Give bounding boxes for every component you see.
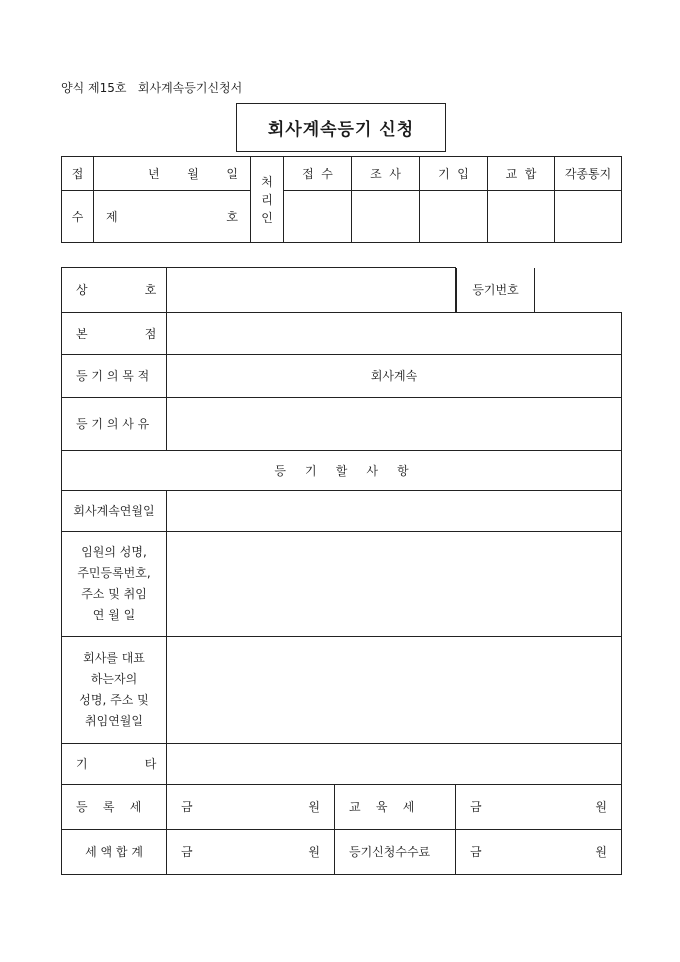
reception-number-cell[interactable]: [94, 191, 251, 243]
officers-field[interactable]: [167, 531, 622, 636]
amount-suffix: 원: [595, 845, 608, 859]
total-tax-field[interactable]: [167, 829, 335, 874]
amount-prefix: 금: [181, 845, 193, 859]
amount-prefix: 금: [470, 845, 482, 859]
purpose-label: 등 기 의 목 적: [62, 354, 167, 397]
trade-name-field[interactable]: [167, 268, 456, 313]
reg-number-field[interactable]: [535, 268, 622, 312]
form-number-label: 양식 제15호 회사계속등기신청서: [61, 81, 243, 95]
trade-name-label: 상 호: [62, 268, 167, 313]
representative-field[interactable]: [167, 636, 622, 743]
col-entry: 기 입: [420, 157, 488, 191]
head-office-field[interactable]: [167, 312, 622, 354]
education-tax-field[interactable]: [456, 784, 622, 829]
reason-label: 등 기 의 사 유: [62, 397, 167, 450]
continuation-date-label: 회사계속연월일: [62, 490, 167, 531]
day-label: 일: [226, 167, 238, 181]
reception-table: [61, 156, 622, 243]
col-reception: 접 수: [284, 157, 352, 191]
amount-suffix: 원: [308, 800, 320, 814]
col-collation: 교 합: [488, 157, 555, 191]
amount-prefix: 금: [470, 800, 482, 814]
head-office-label: 본 점: [62, 312, 167, 354]
education-tax-label: 교 육 세: [335, 784, 456, 829]
stamp-investigation[interactable]: [352, 191, 420, 243]
col-investigation: 조 사: [352, 157, 420, 191]
stamp-entry[interactable]: [420, 191, 488, 243]
registration-table: [61, 267, 622, 875]
reg-number-group: [456, 268, 622, 313]
number-suffix: 호: [226, 210, 238, 224]
process-label: [251, 157, 284, 243]
items-header: 등 기 할 사 항: [62, 450, 622, 490]
continuation-date-field[interactable]: [167, 490, 622, 531]
fee-label: 등기신청수수료: [335, 829, 456, 874]
fee-field[interactable]: [456, 829, 622, 874]
stamp-reception[interactable]: [284, 191, 352, 243]
year-label: 년: [148, 167, 160, 181]
reason-field[interactable]: [167, 397, 622, 450]
stamp-notices[interactable]: [555, 191, 622, 243]
officers-label: 임원의 성명, 주민등록번호, 주소 및 취임 연 월 일: [62, 531, 167, 636]
number-prefix: 제: [106, 210, 118, 224]
process-char-1: 처: [261, 174, 273, 189]
amount-suffix: 원: [595, 800, 608, 814]
registration-tax-label: 등 록 세: [62, 784, 167, 829]
representative-label: 회사를 대표 하는자의 성명, 주소 및 취임연월일: [62, 636, 167, 743]
reg-number-label: 등기번호: [457, 268, 535, 312]
purpose-value[interactable]: 회사계속: [167, 354, 622, 397]
registration-tax-field[interactable]: [167, 784, 335, 829]
stamp-collation[interactable]: [488, 191, 555, 243]
process-char-2: 리: [261, 192, 273, 207]
amount-suffix: 원: [308, 845, 320, 859]
other-field[interactable]: [167, 743, 622, 784]
form-title: 회사계속등기 신청: [236, 103, 446, 152]
reception-label-bottom: 수: [62, 191, 94, 243]
month-label: 월: [187, 167, 199, 181]
amount-prefix: 금: [181, 800, 193, 814]
col-notices: 각종통지: [555, 157, 622, 191]
reception-label-top: 접: [62, 157, 94, 191]
other-label: 기 타: [62, 743, 167, 784]
reception-date-cell[interactable]: [94, 157, 251, 191]
process-char-3: 인: [261, 210, 273, 225]
total-tax-label: 세 액 합 계: [62, 829, 167, 874]
